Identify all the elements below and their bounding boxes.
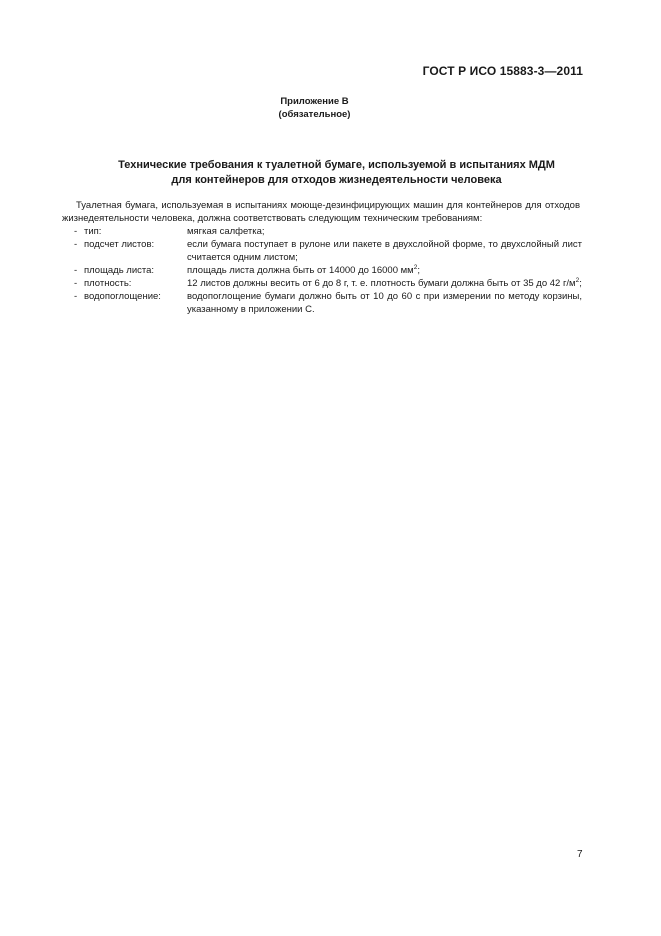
intro-paragraph (62, 199, 580, 225)
value-suffix: ; (579, 278, 582, 289)
list-dash: - (74, 239, 78, 250)
list-dash: - (74, 278, 78, 289)
list-dash: - (74, 265, 78, 276)
list-dash: - (74, 291, 78, 302)
standard-code: ГОСТ Р ИСО 15883-3—2011 (422, 64, 583, 78)
value-suffix: ; (417, 265, 420, 276)
section-title-line-2: для контейнеров для отходов жизнедеятельности человека (171, 174, 502, 186)
section-title (60, 158, 613, 188)
annex-title: Приложение В (280, 96, 349, 107)
requirement-label: плотность: (84, 278, 132, 289)
requirement-value: если бумага поступает в рулоне или пакете в двухслойной форме, то двухслойный лист считается одним листом; (187, 239, 582, 263)
annex-status: (обязательное) (278, 109, 351, 120)
section-title-line-1: Технические требования к туалетной бумаге, используемой в испытаниях МДМ (118, 159, 555, 171)
requirement-value (187, 277, 582, 290)
list-dash: - (74, 226, 78, 237)
requirement-value (187, 264, 582, 277)
value-text: площадь листа должна быть от 14000 до 16000 мм (187, 265, 414, 276)
requirement-label: водопоглощение: (84, 291, 161, 302)
superscript: 2 (575, 276, 580, 284)
requirement-absorption (62, 290, 582, 316)
requirement-value: водопоглощение бумаги должно быть от 10 до 60 с при измерении по методу корзины, указанному в приложении С. (187, 291, 582, 315)
value-text: 12 листов должны весить от 6 до 8 г, т. е. плотность бумаги должна быть от 35 до 42 г/м (187, 278, 576, 289)
requirements-list (62, 225, 582, 316)
annex-heading (0, 95, 629, 121)
requirement-sheet-count (62, 238, 582, 264)
requirement-sheet-area (62, 264, 582, 277)
requirement-label: тип: (84, 226, 102, 237)
requirement-label: площадь листа: (84, 265, 155, 276)
intro-text: Туалетная бумага, используемая в испытаниях моюще-дезинфицирующих машин для контейнеров для отходов жизнедеятельности человека, должна соответствовать следующим техническим требованиям: (62, 200, 580, 224)
requirement-density (62, 277, 582, 290)
superscript: 2 (413, 263, 418, 271)
requirement-value: мягкая салфетка; (187, 226, 265, 237)
page-number: 7 (577, 849, 583, 860)
requirement-type (62, 225, 582, 238)
requirement-label: подсчет листов: (84, 239, 155, 250)
